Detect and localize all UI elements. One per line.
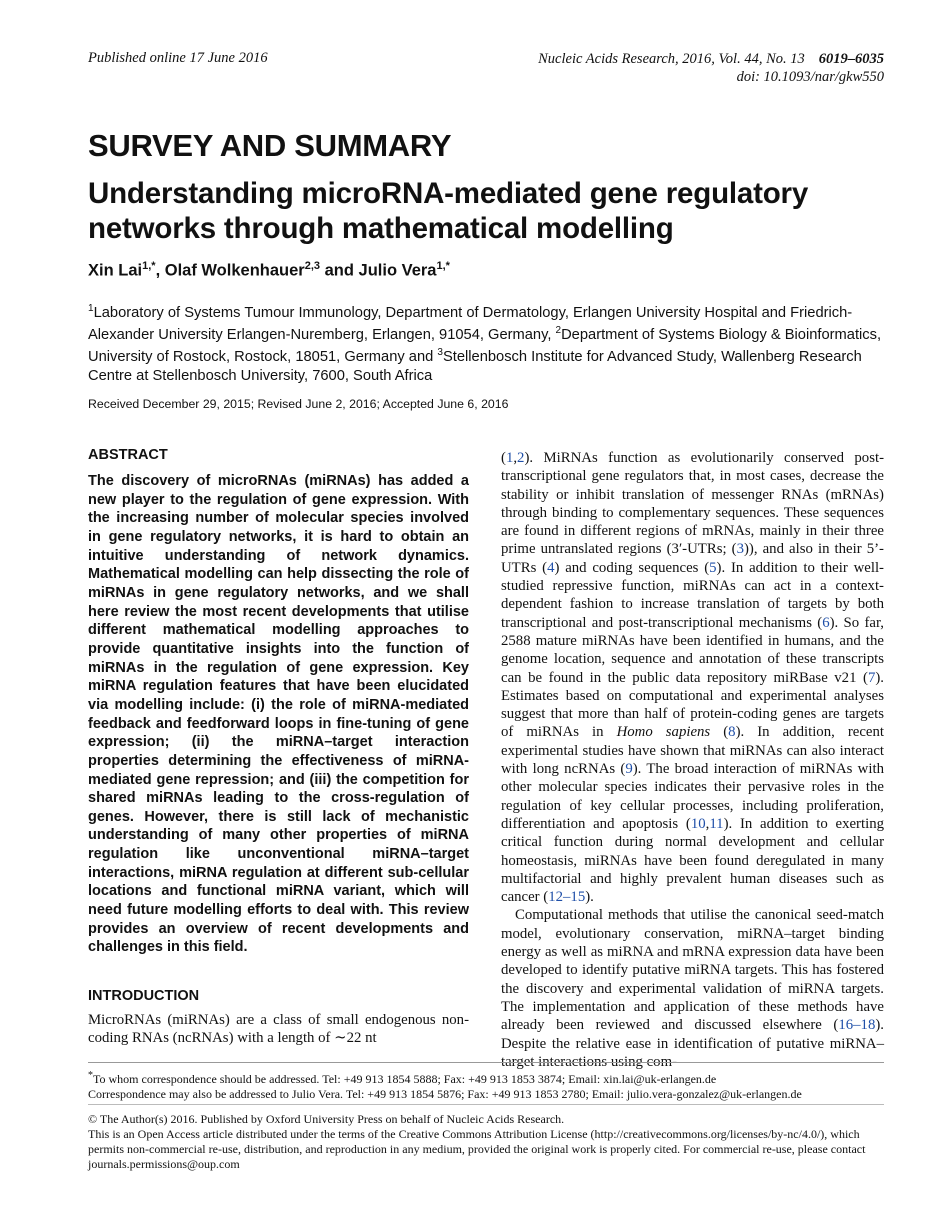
section-label: SURVEY AND SUMMARY: [88, 128, 452, 163]
citation-link[interactable]: 8: [728, 724, 736, 741]
citation-link[interactable]: 2: [517, 450, 525, 466]
citation-link[interactable]: 3: [736, 541, 744, 558]
affiliation-marker: 1: [88, 303, 94, 314]
author-superscript: 1,*: [436, 260, 450, 272]
author-superscript: 2,3: [304, 260, 321, 272]
received-dates: Received December 29, 2015; Revised June 2, 2016; Accepted June 6, 2016: [88, 397, 509, 411]
citation-link[interactable]: 6: [822, 614, 830, 631]
author-name: Julio Vera: [358, 261, 437, 280]
citation-link[interactable]: 11: [709, 815, 724, 832]
affiliation-marker: 2: [555, 325, 562, 337]
affiliations: [88, 300, 888, 385]
doi: doi: 10.1093/nar/gkw550: [736, 69, 884, 85]
footnotes: [88, 1068, 888, 1102]
correspondence-footnote-2: Correspondence may also be addressed to Julio Vera. Tel: +49 913 1854 5876; Fax: +49 913 1853 2780; Email: julio.vera-gonzalez@uk-erlangen.de: [88, 1087, 802, 1101]
citation-link[interactable]: 1: [505, 450, 514, 466]
body-paragraph: (1,2). MiRNAs function as evolutionarily conserved post-transcriptional gene regulators that, in most cases, decrease the stability or inhibit translation of messenger RNAs (mRNAs) through binding to complementary sequences. These sequences are found in different regions of mRNAs, mainly in their three prime untranslated regions (3′-UTRs; (3)), and also in their 5’-UTRs (4) and coding sequences (5). In addition to their well-studied repressive function, miRNAs can act in a context-dependent fashion to increase translation of targets by both transcriptional and post-transcriptional mechanisms (6). So far, 2588 mature miRNAs have been identified in humans, and the genome location, sequence and annotation of these transcripts can be found in the public data repository miRBase v21 (7). Estimates based on computational and experimental analyses suggest that more than half of protein-coding genes are targets of miRNAs in Homo sapiens (8). In addition, recent experimental studies have shown that miRNAs can also interact with long ncRNAs (9). The broad interaction of miRNAs with other molecular species indicates their pervasive roles in the regulation of key cellular processes, including proliferation, differentiation and apoptosis (10,11). In addition to exerting critical function during normal development and cellular homeostasis, miRNAs have been found deregulated in many multifactorial and highly prevalent human diseases such as cancer (12–15).: [501, 450, 884, 906]
license-text: This is an Open Access article distributed under the terms of the Creative Commons Attribution License (http://creativecommons.org/licenses/by-nc/4.0/), which permits non-commercial re-use, distribution, and reproduction in any medium, provided the original work is properly cited. For commercial re-use, please contact journals.permissions@oup.com: [88, 1127, 866, 1171]
journal-citation: Nucleic Acids Research, 2016, Vol. 44, No. 13: [538, 51, 805, 67]
body-paragraph: Computational methods that utilise the canonical seed-match model, evolutionary conservation, miRNA–target binding energy as well as miRNA and mRNA expression data have been developed to identify putative miRNA targets. This has fostered the discovery and experimental validation of miRNA targets. The implementation and application of these methods have already been reviewed and discussed elsewhere (16–18). Despite the relative ease in identification of putative miRNA–target interactions using com-: [501, 907, 884, 1070]
author-separator: and: [320, 261, 359, 280]
citation-link[interactable]: 7: [867, 669, 876, 686]
journal-header: [538, 50, 884, 86]
page-range: 6019–6035: [818, 51, 884, 67]
right-column: [501, 449, 884, 1071]
correspondence-footnote: *To whom correspondence should be addressed. Tel: +49 913 1854 5888; Fax: +49 913 1853 3874; Email: xin.lai@uk-erlangen.de: [88, 1070, 717, 1086]
left-column: [88, 447, 469, 1048]
author-list: [88, 260, 450, 281]
license-divider: [88, 1104, 884, 1105]
citation-link[interactable]: 5: [709, 559, 717, 576]
affiliation-marker: 3: [437, 347, 443, 359]
footnote-divider: [88, 1062, 884, 1063]
author-name: Xin Lai: [88, 261, 143, 280]
license-block: [88, 1112, 888, 1172]
copyright-line: © The Author(s) 2016. Published by Oxford University Press on behalf of Nucleic Acids Research.: [88, 1112, 565, 1126]
abstract-text: The discovery of microRNAs (miRNAs) has added a new player to the regulation of gene expression. With the increasing number of molecular species involved in gene regulatory networks, it is hard to obtain an intuitive understanding of network dynamics. Mathematical modelling can help dissecting the role of miRNAs in gene regulatory networks, and we shall here review the most recent developments that utilise different mathematical modelling approaches to provide quantitative insights into the function of miRNAs in the regulation of gene expression. Key miRNA regulation features that have been elucidated via modelling include: (i) the role of miRNA-mediated feedback and feedforward loops in fine-tuning of gene expression; (ii) the miRNA–target interaction properties determining the effectiveness of miRNA-mediated gene repression; and (iii) the competition for shared miRNAs leading to the cross-regulation of genes. However, there is still lack of mechanistic understanding of many other properties of miRNA regulation like unconventional miRNA–target interactions, miRNA regulation at different sub-cellular locations and functional miRNA variant, which will need future modelling efforts to deal with. This review provides an overview of recent developments and challenges in this field.: [88, 473, 469, 956]
author-superscript: 1,*: [142, 260, 156, 272]
affiliation-text: Department of Systems Biology & Bioinformatics, University of Rostock, Rostock, 18051, Germany and: [88, 327, 882, 366]
affiliation-text: Laboratory of Systems Tumour Immunology, Department of Dermatology, Erlangen University Hospital and Friedrich-Alexander University Erlangen-Nuremberg, Erlangen, 91054, Germany,: [88, 304, 853, 344]
abstract-heading: ABSTRACT: [88, 447, 168, 463]
citation-link[interactable]: 12–15: [548, 889, 586, 906]
citation-link[interactable]: 10: [690, 815, 706, 832]
article-title: Understanding microRNA-mediated gene regulatory networks through mathematical modelling: [88, 177, 809, 245]
species-name: Homo sapiens: [616, 724, 711, 741]
citation-link[interactable]: 16–18: [838, 1017, 876, 1034]
introduction-paragraph: MicroRNAs (miRNAs) are a class of small endogenous non-coding RNAs (ncRNAs) with a length of ∼22 nt: [88, 1012, 469, 1047]
introduction-heading: INTRODUCTION: [88, 988, 200, 1005]
author-separator: ,: [155, 261, 165, 280]
citation-link[interactable]: 9: [625, 761, 633, 778]
author-name: Olaf Wolkenhauer: [164, 261, 305, 280]
citation-link[interactable]: 4: [547, 559, 555, 576]
published-date: Published online 17 June 2016: [88, 50, 268, 66]
footnote-marker: *: [88, 1070, 93, 1081]
affiliation-text: Stellenbosch Institute for Advanced Study, Wallenberg Research Centre at Stellenbosch University, 7600, South Africa: [88, 349, 862, 384]
